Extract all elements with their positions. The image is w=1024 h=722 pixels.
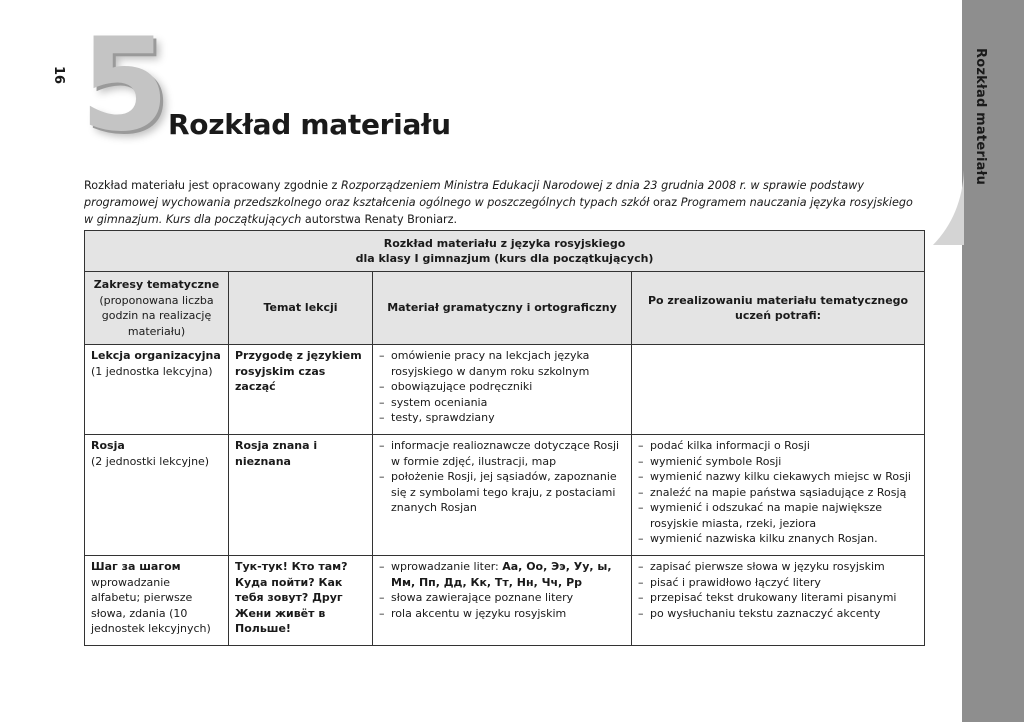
scope-cell: [85, 435, 229, 556]
scope-title: Rosja: [91, 439, 125, 452]
scope-title: Lekcja organizacyjna: [91, 349, 221, 362]
page-number: 16: [51, 66, 66, 85]
header-material: Materiał gramatyczny i ortograficzny: [373, 272, 632, 345]
table-row: [85, 556, 925, 646]
letters-list: Аа, Оо, Ээ, Уу, ы, Мм, Пп, Дд, Кк, Тт, Нн, Чч, Рр: [391, 560, 612, 589]
table-caption: [85, 231, 925, 272]
letters-prefix: wprowadzanie liter:: [391, 560, 503, 573]
intro-regulation: Rozporządzeniem Ministra Edukacji Narodowej z dnia 23 grudnia 2008 r. w sprawie podstawy programowej wychowania przedszkolnego oraz kształcenia ogólnego w poszczególnych typach szkół: [84, 179, 864, 210]
header-outcomes: Po zrealizowaniu materiału tematycznego uczeń potrafi:: [632, 272, 925, 345]
material-cell: [373, 345, 632, 435]
table-caption-line: dla klasy I gimnazjum (kurs dla początkujących): [355, 252, 654, 265]
material-cell: [373, 435, 632, 556]
material-list: [379, 559, 625, 621]
list-item: – przepisać tekst drukowany literami pisanymi: [638, 590, 918, 606]
intro-program: Programem nauczania języka rosyjskiego w gimnazjum. Kurs dla początkujących: [84, 196, 913, 227]
intro-text: Rozkład materiału jest opracowany zgodnie z: [84, 179, 341, 193]
topic-cell: Тук-тук! Кто там? Куда пойти? Как тебя зовут? Друг Жени живёт в Польше!: [229, 556, 373, 646]
list-item: – wymienić nazwiska kilku znanych Rosjan.: [638, 531, 918, 547]
table-row: [85, 345, 925, 435]
outcomes-list: [638, 559, 918, 621]
table-row: [85, 435, 925, 556]
chapter-title: Rozkład materiału: [168, 108, 451, 141]
list-item: – pisać i prawidłowo łączyć litery: [638, 575, 918, 591]
table-caption-line: Rozkład materiału z języka rosyjskiego: [383, 236, 626, 250]
outcomes-cell: [632, 556, 925, 646]
list-item: – zapisać pierwsze słowa w języku rosyjskim: [638, 559, 918, 575]
intro-text: autorstwa Renaty Broniarz.: [301, 213, 458, 227]
header-scope: [85, 272, 229, 345]
scope-cell: [85, 556, 229, 646]
material-cell: [373, 556, 632, 646]
list-item: – omówienie pracy na lekcjach języka rosyjskiego w danym roku szkolnym: [379, 348, 625, 379]
list-item: – po wysłuchaniu tekstu zaznaczyć akcenty: [638, 606, 918, 622]
scope-detail: (2 jednostki lekcyjne): [91, 454, 210, 468]
material-list: [379, 348, 625, 426]
list-item: – system oceniania: [379, 395, 625, 411]
intro-text: oraz: [649, 196, 681, 210]
list-item: – rola akcentu w języku rosyjskim: [379, 606, 625, 622]
outcomes-cell: [632, 345, 925, 435]
scope-title: Шаг за шагом: [91, 560, 181, 573]
topic-cell: Rosja znana i nieznana: [229, 435, 373, 556]
list-item: – znaleźć na mapie państwa sąsiadujące z Rosją: [638, 485, 918, 501]
header-scope-note: (proponowana liczba godzin na realizację materiału): [99, 293, 214, 338]
list-item: [379, 559, 625, 590]
scope-detail: wprowadzanie alfabetu; pierwsze słowa, zdania (10 jednostek lekcyjnych): [91, 575, 211, 635]
list-item: – wymienić i odszukać na mapie największe rosyjskie miasta, rzeki, jeziora: [638, 500, 918, 531]
outcomes-cell: [632, 435, 925, 556]
side-label: Rozkład materiału: [973, 48, 988, 186]
list-item: – obowiązujące podręczniki: [379, 379, 625, 395]
list-item: – informacje realioznawcze dotyczące Rosji w formie zdjęć, ilustracji, map: [379, 438, 625, 469]
list-item: – podać kilka informacji o Rosji: [638, 438, 918, 454]
table-header-row: [85, 272, 925, 345]
list-item: – słowa zawierające poznane litery: [379, 590, 625, 606]
list-item: – wymienić symbole Rosji: [638, 454, 918, 470]
intro-paragraph: [84, 177, 919, 228]
topic-cell: Przygodę z językiem rosyjskim czas zacząć: [229, 345, 373, 435]
list-item: – wymienić nazwy kilku ciekawych miejsc w Rosji: [638, 469, 918, 485]
header-scope-title: Zakresy tematyczne: [93, 278, 220, 291]
scope-detail: (1 jednostka lekcyjna): [91, 364, 213, 378]
list-item: – położenie Rosji, jej sąsiadów, zapoznanie się z symbolami tego kraju, z postaciami znanych Rosjan: [379, 469, 625, 516]
header-topic: Temat lekcji: [229, 272, 373, 345]
list-item: – testy, sprawdziany: [379, 410, 625, 426]
syllabus-table: [84, 230, 925, 646]
table-caption-row: [85, 231, 925, 272]
scope-cell: [85, 345, 229, 435]
outcomes-list: [638, 438, 918, 547]
material-list: [379, 438, 625, 516]
chapter-number: 5: [80, 11, 166, 160]
